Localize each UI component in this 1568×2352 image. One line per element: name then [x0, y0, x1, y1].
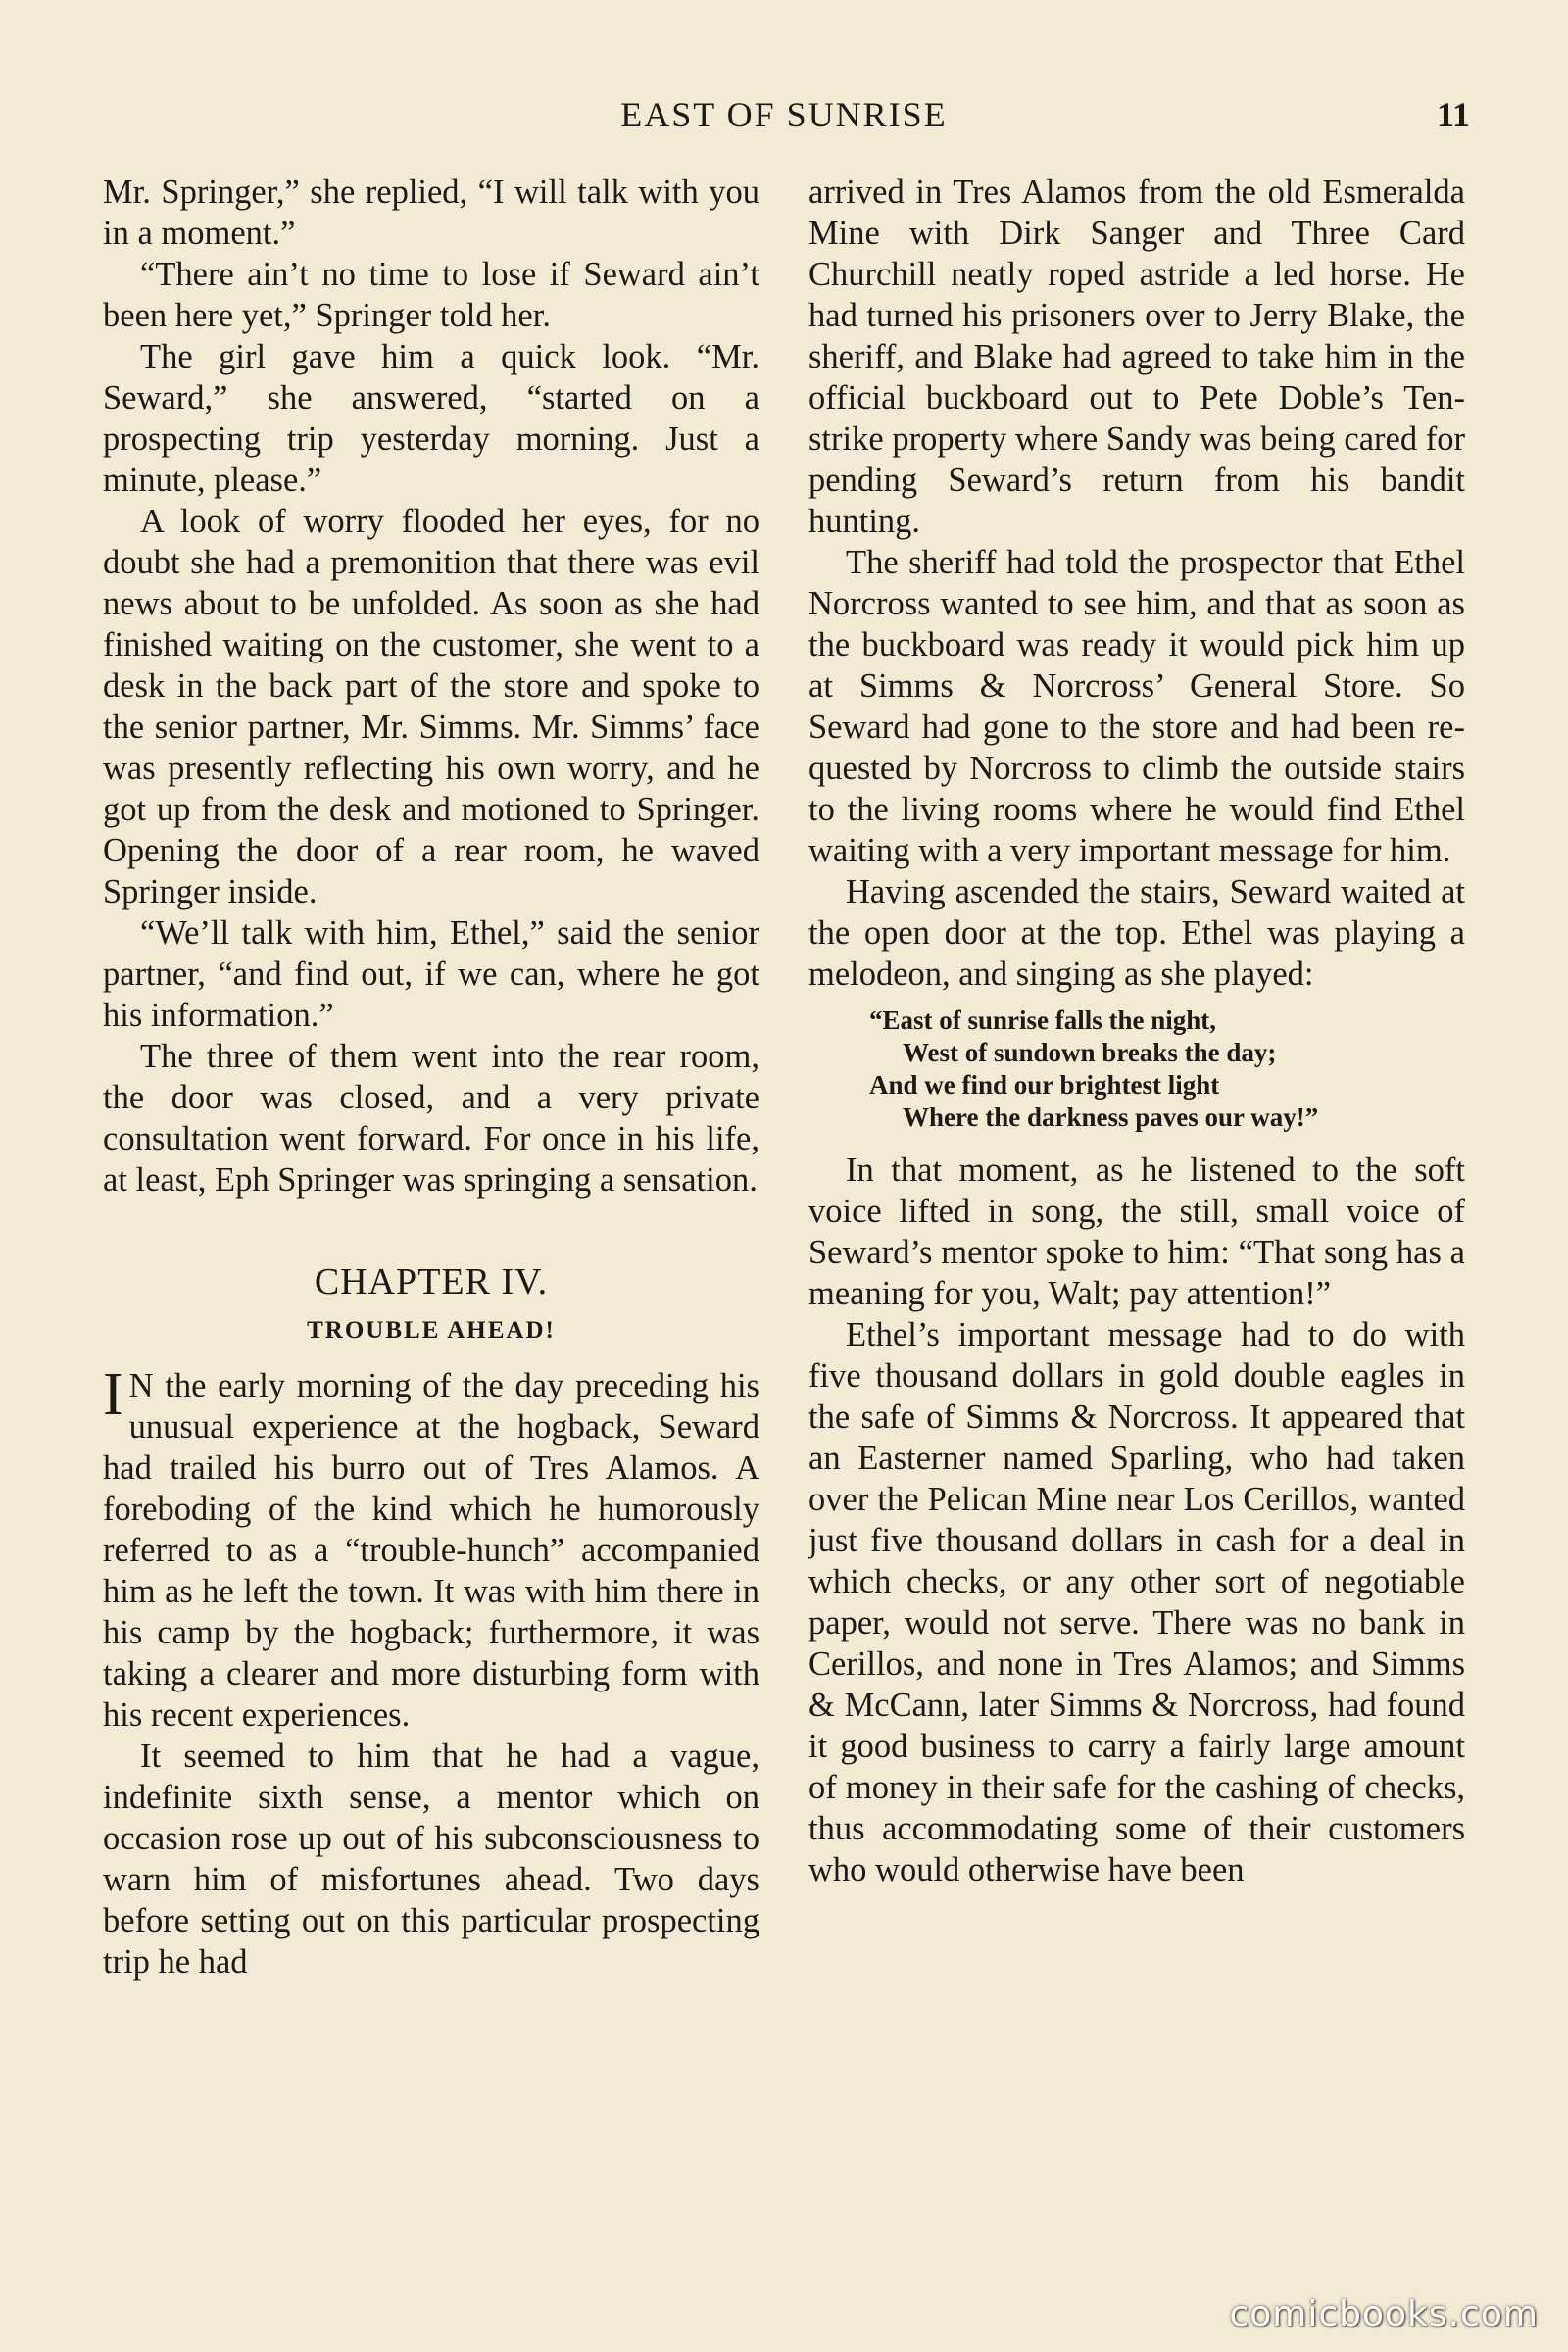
paragraph: Ethel’s important message had to do with five thousand dollars in gold double eagles in the safe of Simms & Norcross. It appeared that an Easterner named Sparling, who had taken over the Pelican Mine near Los Cerillos, wanted just five thousand dollars in cash for a deal in which checks, or any other sort of negotiable paper, would not serve. There was no bank in Cerillos, and none in Tres Alamos; and Simms & McCann, later Simms & Norcross, had found it good business to carry a fairly large amount of money in their safe for the cashing of checks, thus accommodating some of their customers who would otherwise have been [808, 1316, 1465, 1888]
page-number: 11 [1436, 95, 1470, 134]
paragraph: arrived in Tres Alamos from the old Esmeralda Mine with Dirk Sanger and Three Card Churchill neatly roped astride a led horse. He had turned his prisoners over to Jerry Blake, the sheriff, and Blake had agreed to take him in the official buckboard out to Pete Doble’s Ten-strike property where Sandy was being cared for pending Seward’s return from his bandit hunting. [808, 173, 1465, 540]
paragraph: The three of them went into the rear room, the door was closed, and a very private consultation went forward. For once in his life, at least, Eph Springer was springing a sensation. [103, 1038, 760, 1199]
paragraph: The sheriff had told the prospector that Ethel Norcross wanted to see him, and that as soon as the buckboard was ready it would pick him up at Simms & Norcross’ General Store. So Seward had gone to the store and had been requested by Norcross to climb the outside stairs to the living rooms where he would find Ethel waiting with a very important message for him. [808, 544, 1465, 869]
paragraph: “We’ll talk with him, Ethel,” said the senior partner, “and find out, if we can, where he got his information.” [103, 914, 760, 1034]
verse-line: And we find our brightest light [869, 1070, 1220, 1100]
paragraph: In that moment, as he listened to the soft voice lifted in song, the still, small voice of Seward’s mentor spoke to him: “That song has a meaning for you, Walt; pay attention!” [808, 1152, 1465, 1312]
chapter-subtitle: TROUBLE AHEAD! [307, 1317, 556, 1344]
paragraph: Having ascended the stairs, Seward waited at the open door at the top. Ethel was playing a melodeon, and singing as she played: [808, 873, 1465, 993]
paragraph: Mr. Springer,” she replied, “I will talk with you in a moment.” [103, 173, 760, 252]
paragraph: A look of worry flooded her eyes, for no doubt she had a premonition that there was evil news about to be unfolded. As soon as she had finished waiting on the customer, she went to a desk in the back part of the store and spoke to the senior partner, Mr. Simms. Mr. Simms’ face was presently reflecting his own worry, and he got up from the desk and motioned to Springer. Opening the door of a rear room, he waved Springer inside. [103, 503, 760, 910]
page-header [98, 94, 1470, 143]
left-column [103, 172, 760, 1983]
running-title: EAST OF SUNRISE [620, 95, 948, 134]
verse-line: Where the darkness paves our way!” [903, 1102, 1319, 1132]
paragraph: “There ain’t no time to lose if Seward ain’t been here yet,” Springer told her. [103, 256, 760, 334]
chapter-opening-paragraph [103, 1361, 760, 1736]
paragraph: It seemed to him that he had a vague, indefinite sixth sense, a mentor which on occasion rose up out of his subconsciousness to warn him of misfortunes ahead. Two days before setting out on this particular prospecting trip he had [103, 1738, 760, 1981]
chapter-title: CHAPTER IV. [314, 1261, 549, 1302]
watermark: comicbooks.com [1229, 2294, 1539, 2334]
paragraph: The girl gave him a quick look. “Mr. Seward,” she answered, “started on a prospecting trip yesterday morning. Just a minute, please.” [103, 338, 760, 499]
right-column [808, 172, 1465, 1890]
verse-line: “East of sunrise falls the night, [869, 1005, 1217, 1035]
song-verse [869, 1004, 1465, 1134]
verse-line: West of sundown breaks the day; [903, 1038, 1277, 1067]
opening-text: N the early morning of the day preceding his unusual experience at the hogback, Seward had trailed his burro out of Tres Alamos. A foreboding of the kind which he humorously referred to as a “trouble-hunch” accompanied him as he left the town. It was with him there in his camp by the hogback; furthermore, it was taking a clearer and more disturbing form with his recent experiences. [103, 1367, 760, 1734]
drop-cap: I [103, 1361, 123, 1428]
